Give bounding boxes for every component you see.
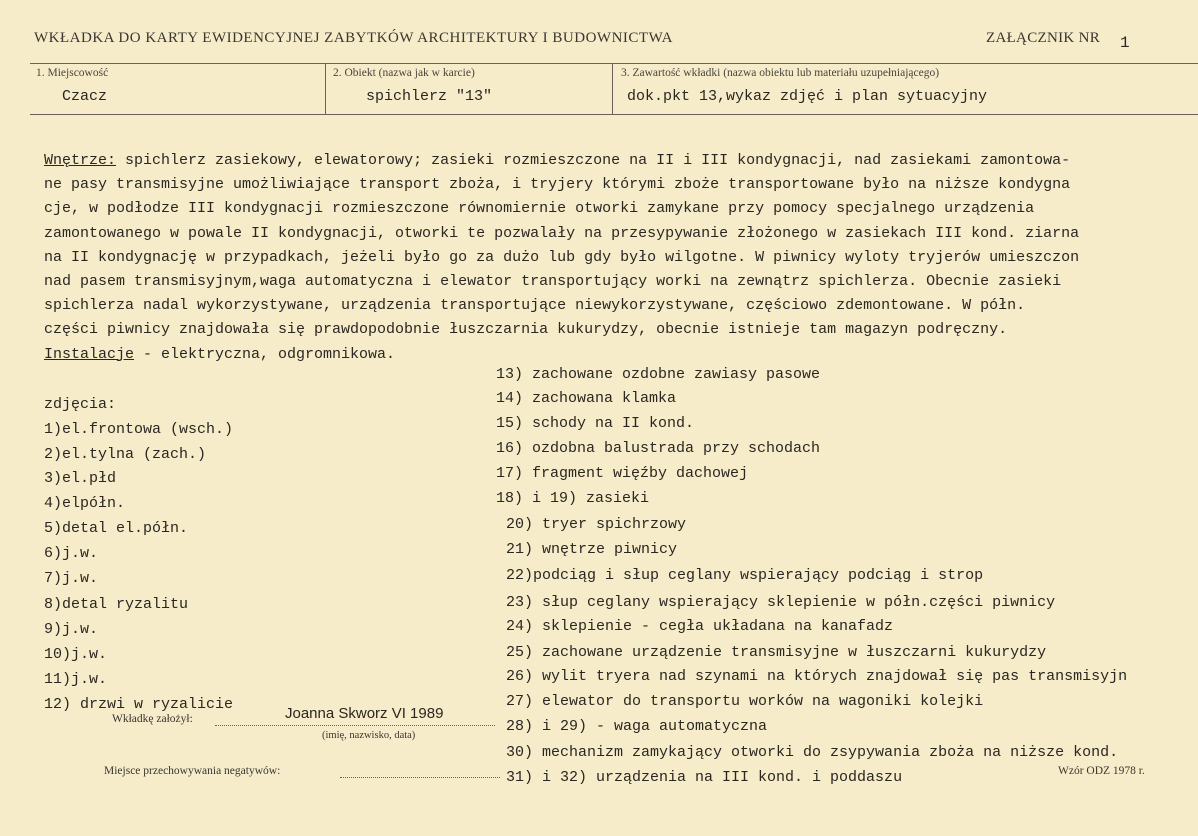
photo-item: 13) zachowane ozdobne zawiasy pasowe bbox=[496, 366, 821, 383]
photo-item: 3)el.płd bbox=[44, 470, 117, 487]
photos-heading: zdjęcia: bbox=[44, 396, 117, 413]
field-label-contents: 3. Zawartość wkładki (nazwa obiektu lub materiału uzupełniającego) bbox=[621, 67, 940, 79]
photo-item: 7)j.w. bbox=[44, 570, 99, 587]
author-signature: Joanna Skworz VI 1989 bbox=[285, 705, 444, 722]
negatives-dotted-line bbox=[340, 777, 500, 778]
photo-item: 27) elewator do transportu worków na wagoniki kolejki bbox=[506, 693, 984, 710]
interior-line: nad pasem transmisyjnym,waga automatyczna i elewator transportujący worki na zewnątrz spichlerza. Obecnie zasieki bbox=[44, 273, 1062, 291]
author-label: Wkładkę założył: bbox=[112, 713, 193, 725]
photo-item: 17) fragment więźby dachowej bbox=[496, 465, 749, 482]
field-label-object: 2. Obiekt (nazwa jak w karcie) bbox=[333, 67, 475, 79]
photo-item: 5)detal el.półn. bbox=[44, 520, 189, 537]
form-title: WKŁADKA DO KARTY EWIDENCYJNEJ ZABYTKÓW ARCHITEKTURY I BUDOWNICTWA bbox=[34, 30, 673, 46]
interior-heading: Wnętrze: bbox=[44, 152, 117, 169]
photo-item: 28) i 29) - waga automatyczna bbox=[506, 718, 768, 735]
annex-number: 1 bbox=[1120, 34, 1130, 52]
field-value-contents: dok.pkt 13,wykaz zdjęć i plan sytuacyjny bbox=[627, 88, 988, 105]
photo-item: 12) drzwi w ryzalicie bbox=[44, 696, 234, 713]
author-dotted-line bbox=[215, 725, 495, 726]
photo-item: 2)el.tylna (zach.) bbox=[44, 446, 207, 463]
form-template-id: Wzór ODZ 1978 r. bbox=[1058, 765, 1145, 777]
field-divider-2 bbox=[612, 64, 613, 114]
photo-item: 14) zachowana klamka bbox=[496, 390, 677, 407]
interior-line: spichlerza nadal wykorzystywane, urządzenia transportujące niewykorzystywane, częściowo zdemontowane. W półn. bbox=[44, 297, 1026, 315]
photo-item: 15) schody na II kond. bbox=[496, 415, 695, 432]
photo-item: 24) sklepienie - cegła układana na kanafadz bbox=[506, 618, 894, 635]
photo-item: 6)j.w. bbox=[44, 545, 99, 562]
photo-item: 25) zachowane urządzenie transmisyjne w łuszczarni kukurydzy bbox=[506, 644, 1047, 661]
author-hint: (imię, nazwisko, data) bbox=[322, 730, 416, 741]
photo-item: 21) wnętrze piwnicy bbox=[506, 541, 678, 558]
photo-item: 9)j.w. bbox=[44, 621, 99, 638]
field-box-bottom-rule bbox=[30, 114, 1198, 115]
photo-item: 23) słup ceglany wspierający sklepienie w półn.części piwnicy bbox=[506, 594, 1056, 611]
photo-item: 20) tryer spichrzowy bbox=[506, 516, 687, 533]
photo-item: 11)j.w. bbox=[44, 671, 108, 688]
photo-item: 26) wylit tryera nad szynami na których znajdował się pas transmisyjn bbox=[506, 668, 1128, 685]
installations-line: Instalacje - elektryczna, odgromnikowa. bbox=[44, 345, 396, 363]
field-label-locality: 1. Miejscowość bbox=[36, 67, 109, 79]
field-box-top-rule bbox=[30, 63, 1198, 64]
photo-item: 16) ozdobna balustrada przy schodach bbox=[496, 440, 821, 457]
field-value-locality: Czacz bbox=[62, 88, 108, 105]
interior-line: zamontowanego w powale II kondygnacji, otworki te pozwalały na przesypywanie złożonego w zasiekach III kond. ziarna bbox=[44, 224, 1080, 242]
photo-item: 31) i 32) urządzenia na III kond. i poddaszu bbox=[506, 769, 903, 786]
interior-line: Wnętrze: spichlerz zasiekowy, elewatorowy; zasieki rozmieszczone na II i III kondygnacji, nad zasiekami zamontowa- bbox=[44, 152, 1071, 169]
field-divider-1 bbox=[325, 64, 326, 114]
interior-line: ne pasy transmisyjne umożliwiające transport zboża, i tryjery którymi zboże transportowane było na niższe kondygna bbox=[44, 176, 1071, 194]
interior-line: części piwnicy znajdowała się prawdopodobnie łuszczarnia kukurydzy, obecnie istnieje tam magazyn podręczny. bbox=[44, 321, 1008, 339]
photo-item: 22)podciąg i słup ceglany wspierający podciąg i strop bbox=[506, 567, 984, 584]
photo-item: 8)detal ryzalitu bbox=[44, 596, 189, 613]
photo-item: 10)j.w. bbox=[44, 646, 108, 663]
photo-item: 18) i 19) zasieki bbox=[496, 490, 650, 507]
interior-line: na II kondygnację w przypadkach, jeżeli było go za dużo lub gdy było wilgotne. W piwnicy wyloty tryjerów umieszczon bbox=[44, 248, 1080, 266]
interior-line: cje, w podłodze III kondygnacji rozmieszczone równomiernie otworki zamykane przy pomocy specjalnego urządzenia bbox=[44, 200, 1035, 218]
photo-item: 4)elpółn. bbox=[44, 495, 126, 512]
field-value-object: spichlerz "13" bbox=[366, 88, 493, 105]
annex-label: ZAŁĄCZNIK NR bbox=[986, 30, 1101, 46]
negatives-label: Miejsce przechowywania negatywów: bbox=[104, 765, 281, 777]
photo-item: 30) mechanizm zamykający otworki do zsypywania zboża na niższe kond. bbox=[506, 744, 1119, 761]
photo-item: 1)el.frontowa (wsch.) bbox=[44, 421, 234, 438]
interior-description bbox=[44, 149, 1079, 367]
installations-heading: Instalacje bbox=[44, 345, 135, 363]
